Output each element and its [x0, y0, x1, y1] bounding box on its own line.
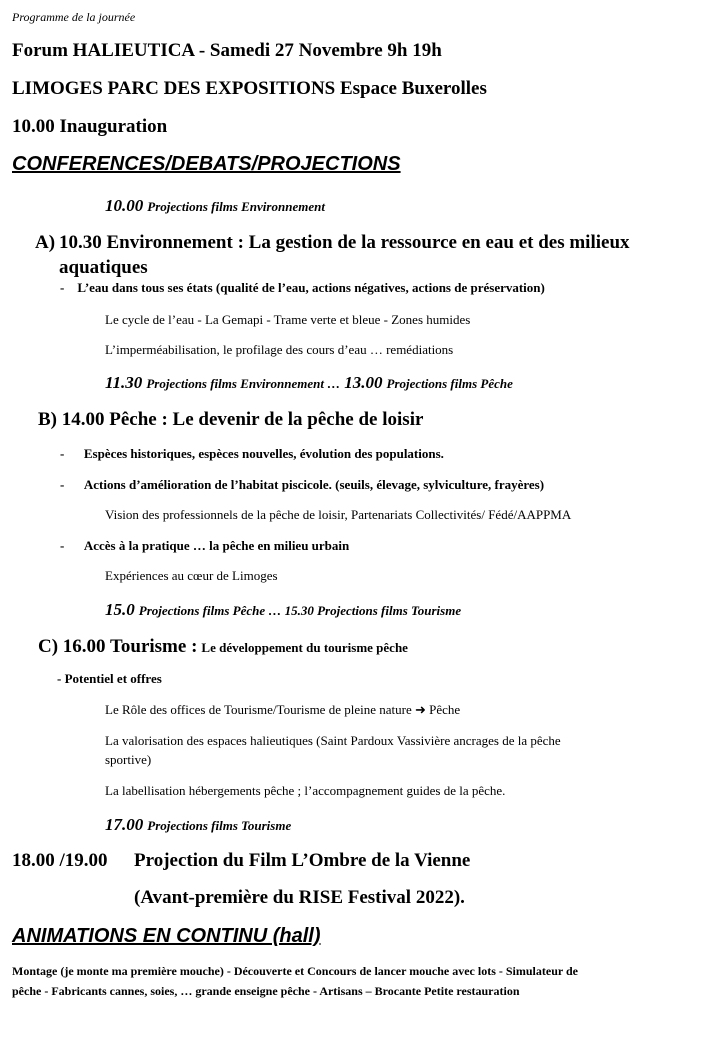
animations-heading: ANIMATIONS EN CONTINU (hall) [12, 925, 321, 947]
section-c-line2: La valorisation des espaces halieutiques (Saint Pardoux Vassivière ancrages de la pêche [105, 733, 561, 748]
projection-11h30 [105, 373, 513, 393]
projection-text: Projections films Environnement … [146, 376, 341, 391]
projection-text: Projections films Pêche [386, 376, 513, 391]
arrow-right-icon: ➜ [414, 702, 426, 717]
projection-time: 15.0 [105, 600, 135, 619]
projection-time: 11.30 [105, 373, 143, 392]
section-c-line2-cont: sportive) [105, 752, 152, 767]
projection-time: 13.00 [344, 373, 383, 392]
line-text-end: Pêche [429, 702, 461, 717]
animations-line2: pêche - Fabricants cannes, soies, … grande enseigne pêche - Artisans – Brocante Petite restauration [12, 984, 520, 998]
projection-time: 10.00 [105, 196, 144, 215]
section-a-line2: L’imperméabilisation, le profilage des cours d’eau … remédiations [105, 342, 454, 357]
projection-text: Projections films Tourisme [147, 818, 292, 833]
section-a-bullet [60, 280, 545, 296]
section-c-line3: La labellisation hébergements pêche ; l’accompagnement guides de la pêche. [105, 783, 506, 798]
venue: LIMOGES PARC DES EXPOSITIONS Espace Buxerolles [12, 78, 487, 99]
projection-time: 17.00 [105, 815, 144, 834]
section-c-line1 [105, 702, 460, 718]
line-text: Le Rôle des offices de Tourisme/Tourisme de pleine nature [105, 702, 412, 717]
section-b-title: B) 14.00 Pêche : Le devenir de la pêche de loisir [38, 409, 424, 430]
projection-10h [105, 196, 325, 216]
dash-marker: - [60, 477, 84, 492]
dash-marker: - [60, 280, 78, 295]
bullet-text: Espèces historiques, espèces nouvelles, évolution des populations. [83, 446, 444, 461]
projection-text: Projections films Environnement [147, 199, 325, 214]
projection-17h [105, 815, 291, 835]
film-title: Projection du Film L’Ombre de la Vienne [134, 850, 471, 871]
section-c-heading [38, 636, 408, 658]
event-title: Forum HALIEUTICA - Samedi 27 Novembre 9h 19h [12, 40, 442, 61]
section-b-bullet2 [60, 477, 544, 493]
section-c-title: C) 16.00 Tourisme : [38, 636, 198, 657]
projection-15h [105, 600, 461, 620]
program-subtitle: Programme de la journée [12, 10, 136, 24]
bullet-text: Actions d’amélioration de l’habitat piscicole. (seuils, élevage, sylviculture, frayères) [83, 477, 545, 492]
dash-marker: - [60, 446, 84, 461]
conferences-heading: CONFERENCES/DEBATS/PROJECTIONS [12, 153, 401, 175]
film-note: (Avant-première du RISE Festival 2022). [134, 887, 465, 908]
bullet-text: L’eau dans tous ses états (qualité de l’eau, actions négatives, actions de préservation) [77, 280, 545, 295]
section-b-line2: Expériences au cœur de Limoges [105, 568, 278, 583]
dash-marker: - [60, 538, 84, 553]
section-a-marker: A) [35, 232, 56, 253]
section-a-title-cont: aquatiques [59, 257, 148, 278]
section-b-bullet3 [60, 538, 349, 554]
film-time: 18.00 /19.00 [12, 850, 108, 871]
section-a-title: 10.30 Environnement : La gestion de la ressource en eau et des milieux [59, 232, 630, 253]
section-c-bullet1: - Potentiel et offres [57, 671, 162, 686]
inauguration: 10.00 Inauguration [12, 116, 168, 137]
section-b-line1: Vision des professionnels de la pêche de loisir, Partenariats Collectivités/ Fédé/AAPPMA [105, 507, 572, 522]
bullet-text: Accès à la pratique … la pêche en milieu urbain [83, 538, 350, 553]
animations-line1: Montage (je monte ma première mouche) - Découverte et Concours de lancer mouche avec lots - Simulateur de [12, 964, 578, 978]
section-c-subtitle: Le développement du tourisme pêche [201, 640, 408, 655]
section-a-line1: Le cycle de l’eau - La Gemapi - Trame verte et bleue - Zones humides [105, 312, 471, 327]
projection-text: Projections films Pêche … 15.30 Projections films Tourisme [138, 603, 462, 618]
section-b-bullet1 [60, 446, 444, 462]
